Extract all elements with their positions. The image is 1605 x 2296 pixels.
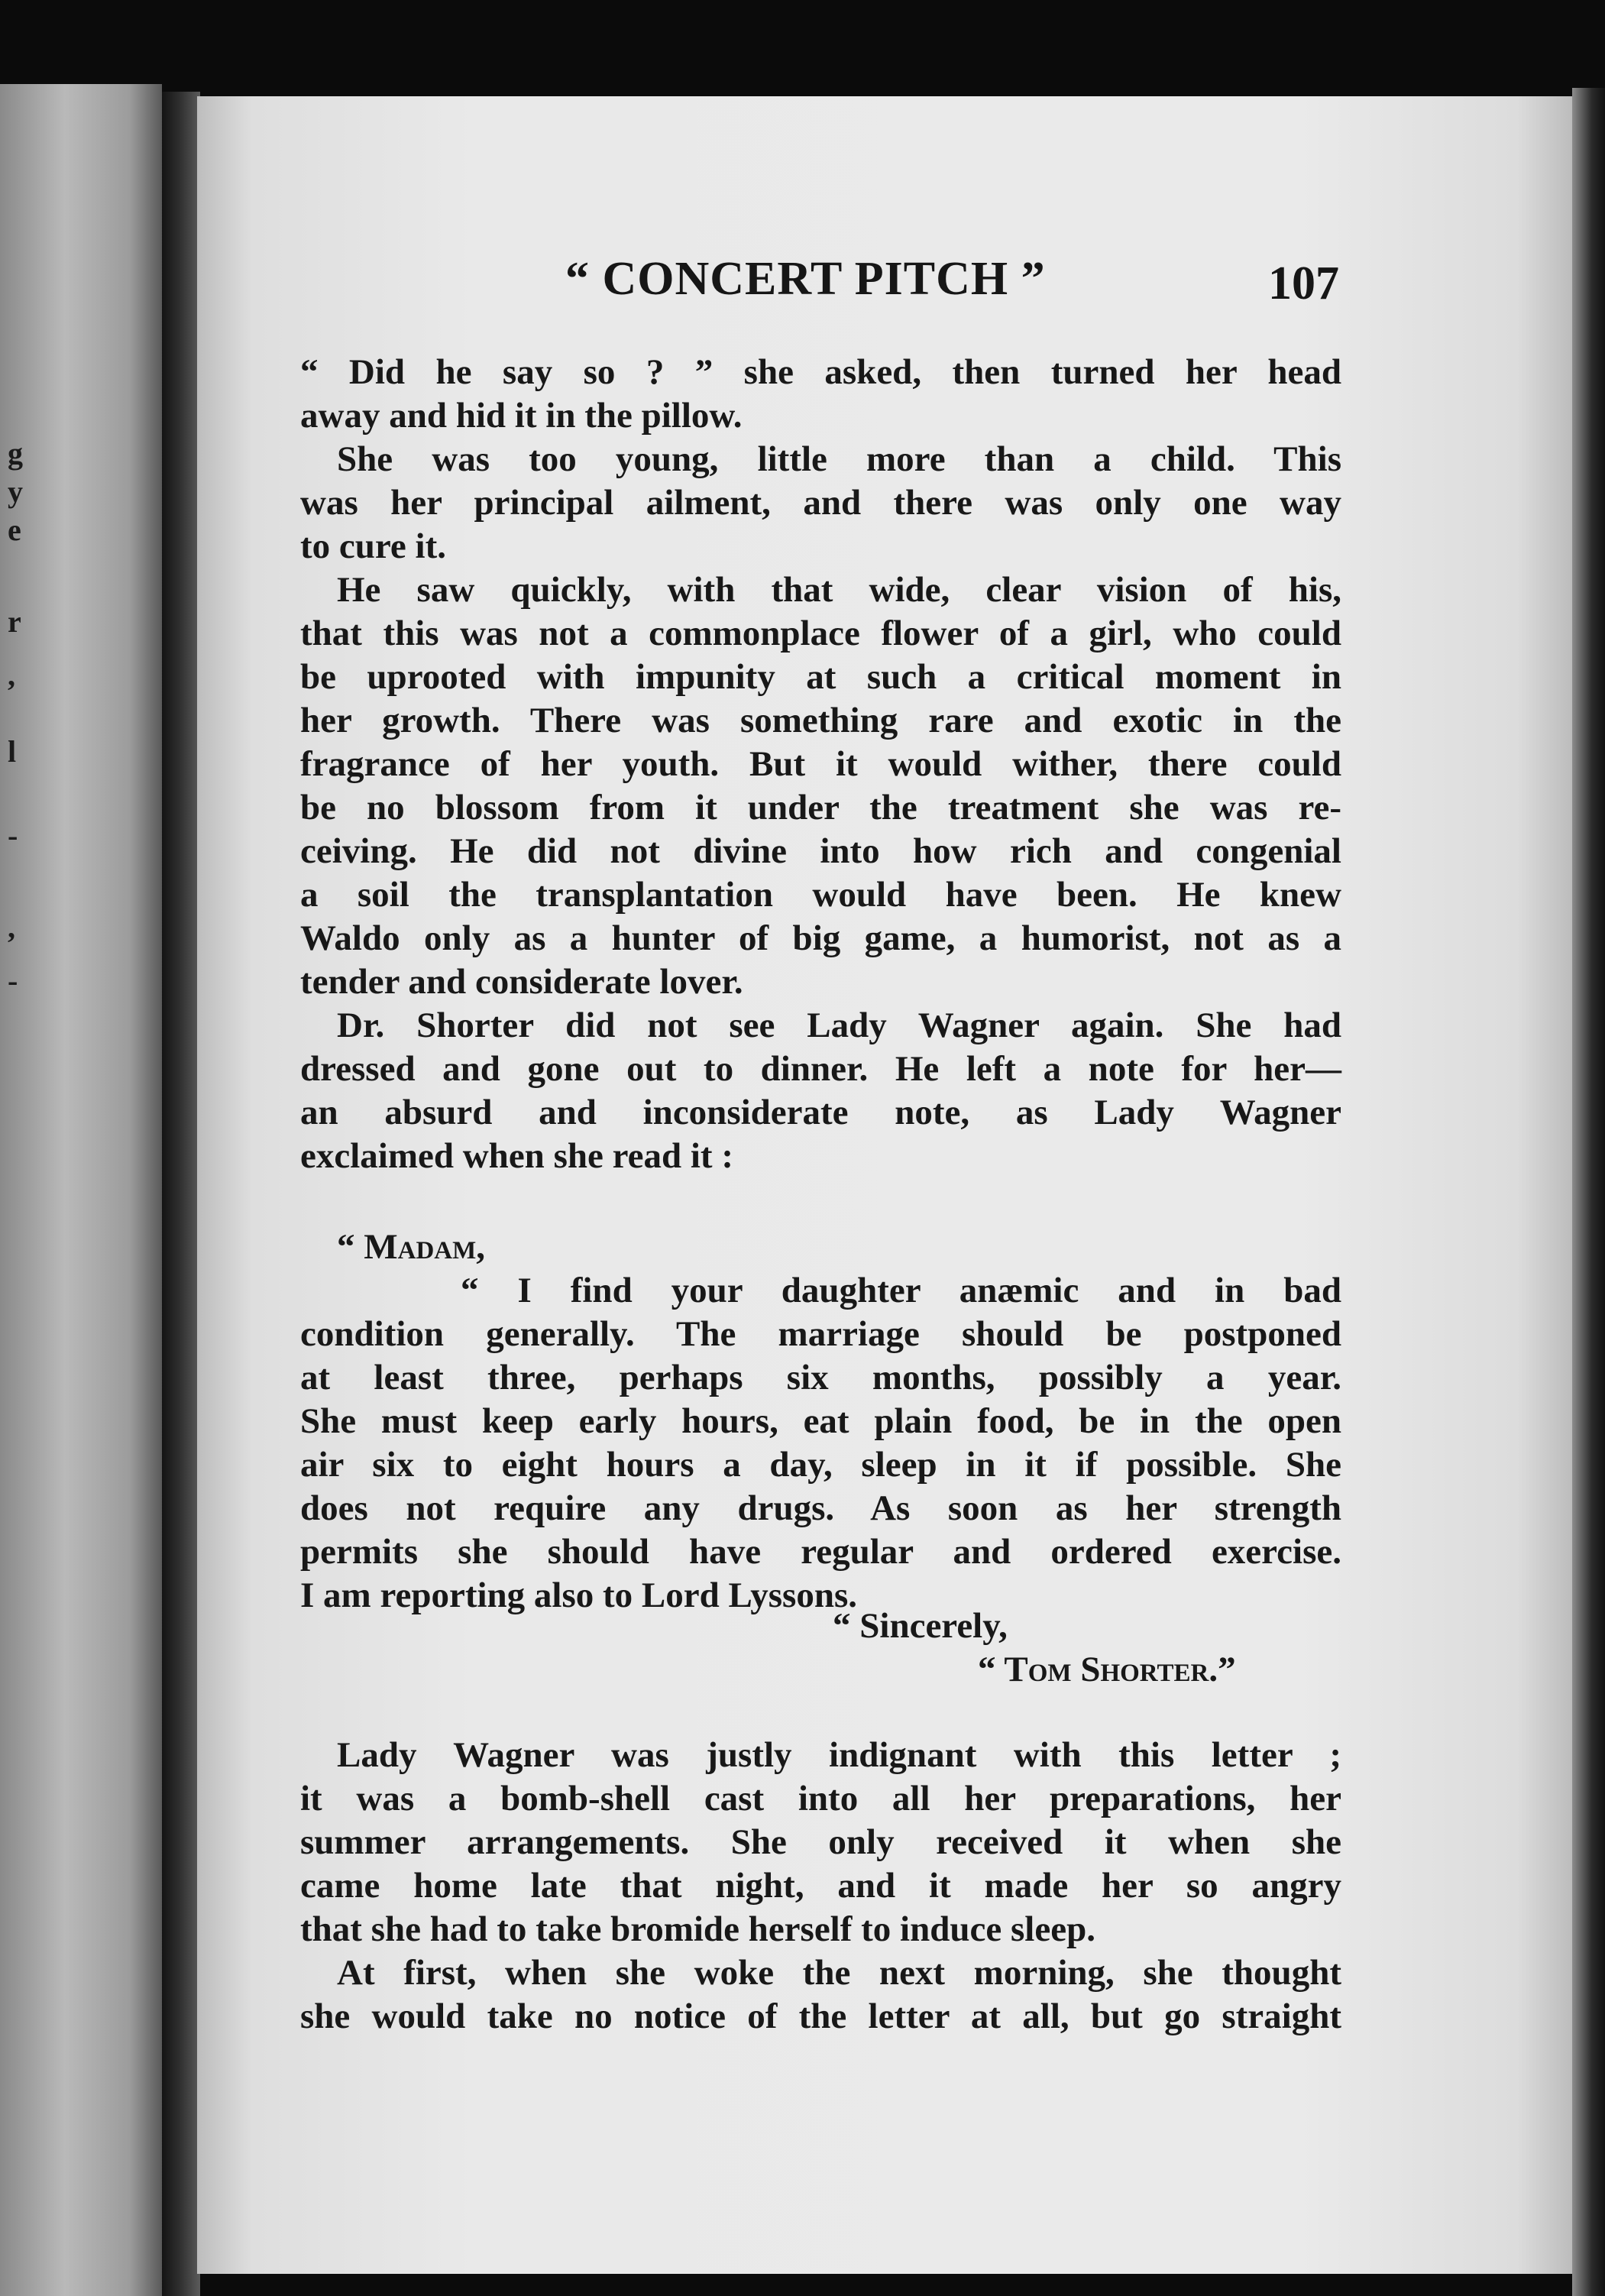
page-edge-right [1572, 88, 1605, 2296]
edge-mark: l [8, 734, 17, 769]
edge-mark: y [8, 474, 23, 509]
text-line: she would take no notice of the letter at all, but go straight [300, 1996, 1341, 2036]
text-line: came home late that night, and it made her so angry [300, 1866, 1341, 1906]
text-line: exclaimed when she read it : [300, 1136, 733, 1176]
text-line: be uprooted with impunity at such a critical moment in [300, 657, 1341, 697]
text-line: condition generally. The marriage should be postponed [300, 1314, 1341, 1354]
text-line: that she had to take bromide herself to induce sleep. [300, 1909, 1095, 1949]
text-line: fragrance of her youth. But it would wither, there could [300, 744, 1341, 784]
text-line: Waldo only as a hunter of big game, a humorist, not as a [300, 918, 1341, 958]
text-line: a soil the transplantation would have been. He knew [300, 875, 1341, 915]
text-line: that this was not a commonplace flower of a girl, who could [300, 614, 1341, 653]
text-line: She must keep early hours, eat plain food, be in the open [300, 1401, 1341, 1441]
edge-mark: - [8, 818, 18, 853]
text-line: At first, when she woke the next morning, she thought [337, 1953, 1341, 1993]
text-line: summer arrangements. She only received it when she [300, 1822, 1341, 1862]
text-line: She was too young, little more than a child. This [337, 439, 1341, 479]
text-line: her growth. There was something rare and exotic in the [300, 701, 1341, 740]
text-line: Dr. Shorter did not see Lady Wagner again. She had [337, 1006, 1341, 1045]
text-line: Lady Wagner was justly indignant with this letter ; [337, 1735, 1341, 1775]
edge-mark: - [8, 963, 18, 998]
edge-mark: r [8, 604, 21, 639]
text-line: “ Did he say so ? ” she asked, then turned her head [300, 352, 1341, 392]
book-gutter [162, 92, 200, 2296]
text-line: “ I find your daughter anæmic and in bad [461, 1271, 1341, 1310]
text-line: an absurd and inconsiderate note, as Lady Wagner [300, 1093, 1341, 1132]
text-line: it was a bomb-shell cast into all her preparations, her [300, 1779, 1341, 1818]
edge-mark: , [8, 910, 15, 944]
letter-closing: “ Sincerely, [833, 1606, 1008, 1646]
text-line: does not require any drugs. As soon as her strength [300, 1488, 1341, 1528]
page-number: 107 [1268, 257, 1339, 309]
text-line: I am reporting also to Lord Lyssons. [300, 1575, 858, 1615]
running-head: “ CONCERT PITCH ” [565, 253, 1046, 305]
edge-mark: e [8, 513, 21, 547]
text-line: away and hid it in the pillow. [300, 396, 743, 436]
text-line: He saw quickly, with that wide, clear vision of his, [337, 570, 1341, 610]
text-line: to cure it. [300, 526, 446, 566]
text-line: at least three, perhaps six months, possibly a year. [300, 1358, 1341, 1397]
text-line: air six to eight hours a day, sleep in it if possible. She [300, 1445, 1341, 1485]
letter-salutation: “ Madam, [337, 1227, 486, 1267]
text-line: dressed and gone out to dinner. He left a note for her— [300, 1049, 1341, 1089]
text-line: ceiving. He did not divine into how rich and congenial [300, 831, 1341, 871]
text-line: be no blossom from it under the treatment she was re- [300, 788, 1341, 827]
edge-mark: g [8, 436, 23, 471]
letter-signature: “ Tom Shorter.” [978, 1650, 1236, 1689]
edge-mark: , [8, 658, 15, 692]
facing-page-edge [0, 84, 162, 2296]
text-line: was her principal ailment, and there was only one way [300, 483, 1341, 523]
text-line: permits she should have regular and ordered exercise. [300, 1532, 1341, 1572]
text-line: tender and considerate lover. [300, 962, 743, 1002]
